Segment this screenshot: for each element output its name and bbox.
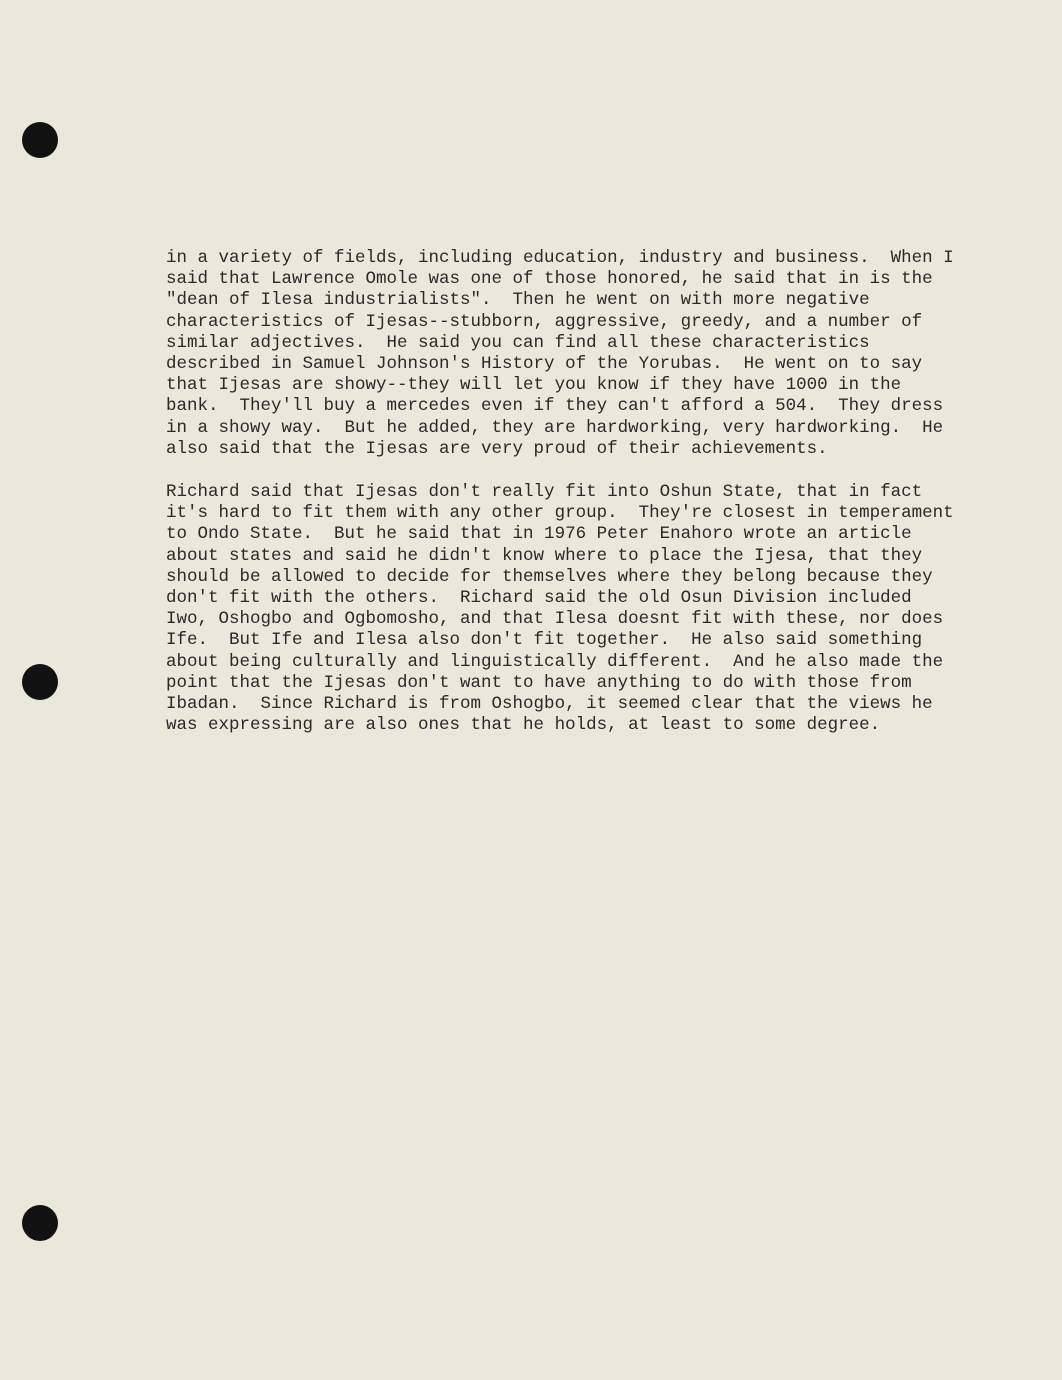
text-line: in a showy way. But he added, they are hardworking, very hardworking. He (166, 417, 944, 438)
text-line: Richard said that Ijesas don't really fit into Oshun State, that in fact (166, 482, 923, 502)
paragraph (166, 248, 966, 460)
text-line: about states and said he didn't know where to place the Ijesa, that they (166, 545, 923, 566)
text-line: was expressing are also ones that he holds, at least to some degree. (166, 715, 881, 736)
text-line: similar adjectives. He said you can find all these characteristics (166, 332, 870, 353)
binder-hole (22, 122, 58, 158)
text-line: it's hard to fit them with any other group. They're closest in temperament (166, 503, 954, 524)
text-line: to Ondo State. But he said that in 1976 Peter Enahoro wrote an article (166, 524, 912, 545)
text-line: "dean of Ilesa industrialists". Then he went on with more negative (166, 290, 870, 311)
text-line: Ife. But Ife and Ilesa also don't fit together. He also said something (166, 630, 923, 651)
text-line: don't fit with the others. Richard said the old Osun Division included (166, 588, 912, 609)
text-line: bank. They'll buy a mercedes even if they can't afford a 504. They dress (166, 396, 944, 417)
binder-hole (22, 664, 58, 700)
text-line: Ibadan. Since Richard is from Oshogbo, it seemed clear that the views he (166, 694, 933, 715)
binder-hole (22, 1205, 58, 1241)
text-line: that Ijesas are showy--they will let you know if they have 1000 in the (166, 375, 902, 396)
text-line: characteristics of Ijesas--stubborn, aggressive, greedy, and a number of (166, 311, 923, 332)
text-line: in a variety of fields, including education, industry and business. When I (166, 248, 954, 268)
text-line: said that Lawrence Omole was one of those honored, he said that in is the (166, 269, 933, 290)
paragraph (166, 482, 966, 736)
text-line: also said that the Ijesas are very proud of their achievements. (166, 438, 828, 459)
text-line: described in Samuel Johnson's History of the Yorubas. He went on to say (166, 354, 923, 375)
text-line: point that the Ijesas don't want to have anything to do with those from (166, 672, 912, 693)
text-line: about being culturally and linguistically different. And he also made the (166, 651, 944, 672)
text-line: Iwo, Oshogbo and Ogbomosho, and that Ilesa doesnt fit with these, nor does (166, 609, 944, 630)
text-line: should be allowed to decide for themselves where they belong because they (166, 566, 933, 587)
